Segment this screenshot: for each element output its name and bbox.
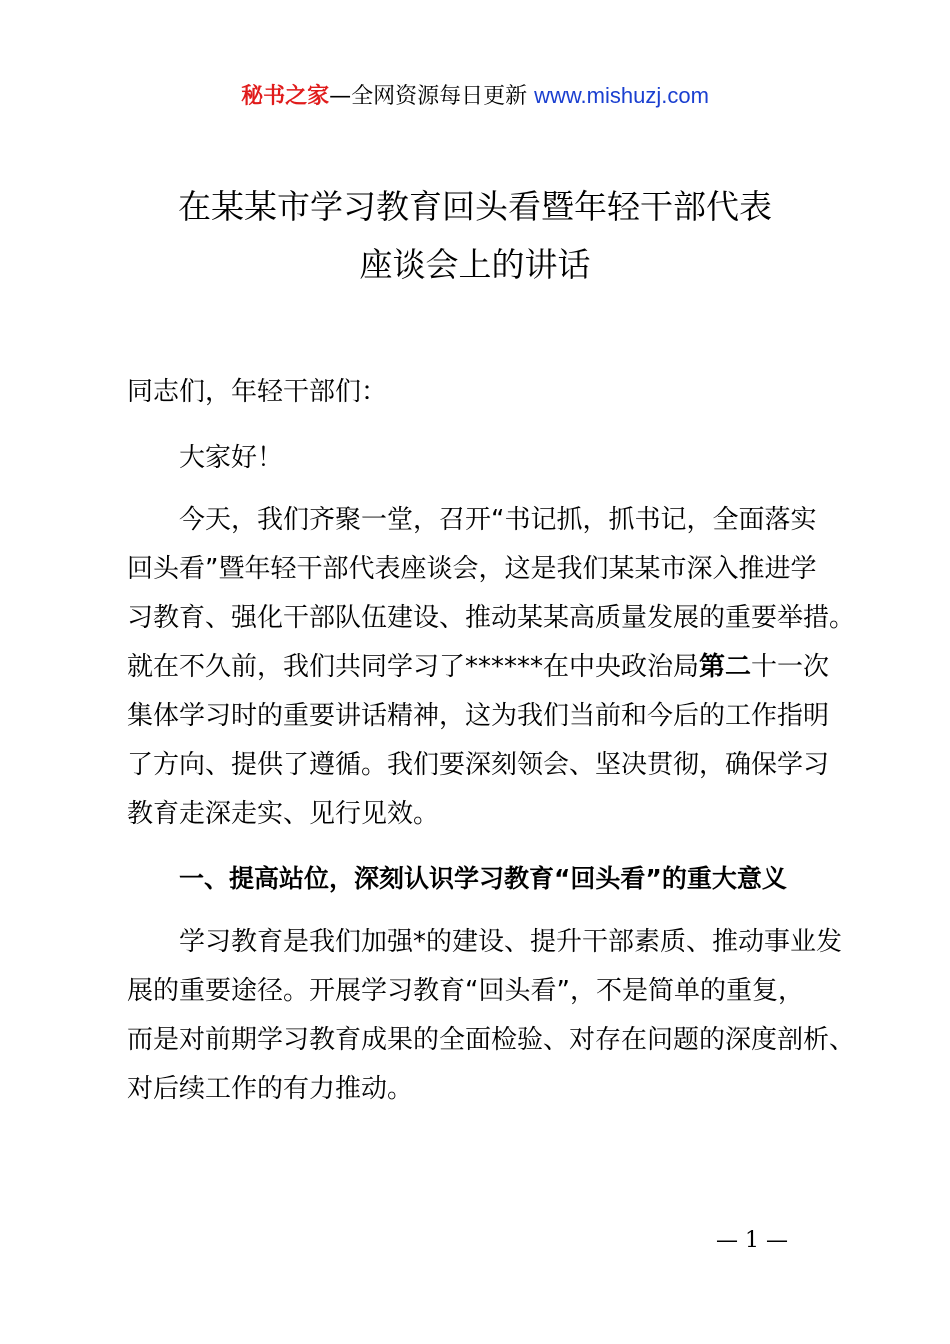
intro-line-6: 了方向、提供了遵循。我们要深刻领会、坚决贯彻，确保学习 (127, 750, 830, 780)
page-number: — 1 — (716, 1228, 788, 1253)
greeting-paragraph: 大家好！ (179, 443, 284, 473)
intro-line-4-end: 十一次 (751, 652, 830, 682)
section-1-line-4: 对后续工作的有力推动。 (127, 1074, 414, 1104)
document-title (0, 178, 950, 294)
site-url-link[interactable]: www.mishuzj.com (534, 83, 709, 108)
intro-line-4-bold: 第二 (699, 652, 752, 682)
section-1-line-2: 展的重要途径。开展学习教育“回头看”，不是简单的重复， (127, 976, 804, 1006)
header-tagline: —全网资源每日更新 (329, 84, 535, 109)
intro-line-7: 教育走深走实、见行见效。 (127, 799, 440, 829)
intro-line-4 (127, 643, 839, 692)
site-header (0, 80, 950, 113)
title-line-1: 在某某市学习教育回头看暨年轻干部代表 (178, 187, 772, 226)
intro-line-4-start: 就在不久前，我们共同学习了******在中央政治局 (127, 652, 700, 682)
intro-paragraph (127, 496, 856, 839)
section-1-line-3: 而是对前期学习教育成果的全面检验、对存在问题的深度剖析、 (127, 1025, 856, 1055)
section-1-heading: 一、提高站位，深刻认识学习教育“回头看”的重大意义 (179, 864, 787, 893)
section-1-paragraph (127, 918, 856, 1114)
intro-line-2: 回头看”暨年轻干部代表座谈会，这是我们某某市深入推进学 (127, 554, 817, 584)
section-1-line-1: 学习教育是我们加强*的建设、提升干部素质、推动事业发 (179, 927, 843, 957)
intro-line-1: 今天，我们齐聚一堂，召开“书记抓，抓书记，全面落实 (179, 505, 817, 535)
brand-name: 秘书之家 (241, 84, 330, 109)
intro-line-3: 习教育、强化干部队伍建设、推动某某高质量发展的重要举措。 (127, 603, 856, 633)
title-line-2: 座谈会上的讲话 (359, 245, 591, 284)
intro-line-5: 集体学习时的重要讲话精神，这为我们当前和今后的工作指明 (127, 701, 830, 731)
salutation: 同志们，年轻干部们： (127, 377, 388, 407)
